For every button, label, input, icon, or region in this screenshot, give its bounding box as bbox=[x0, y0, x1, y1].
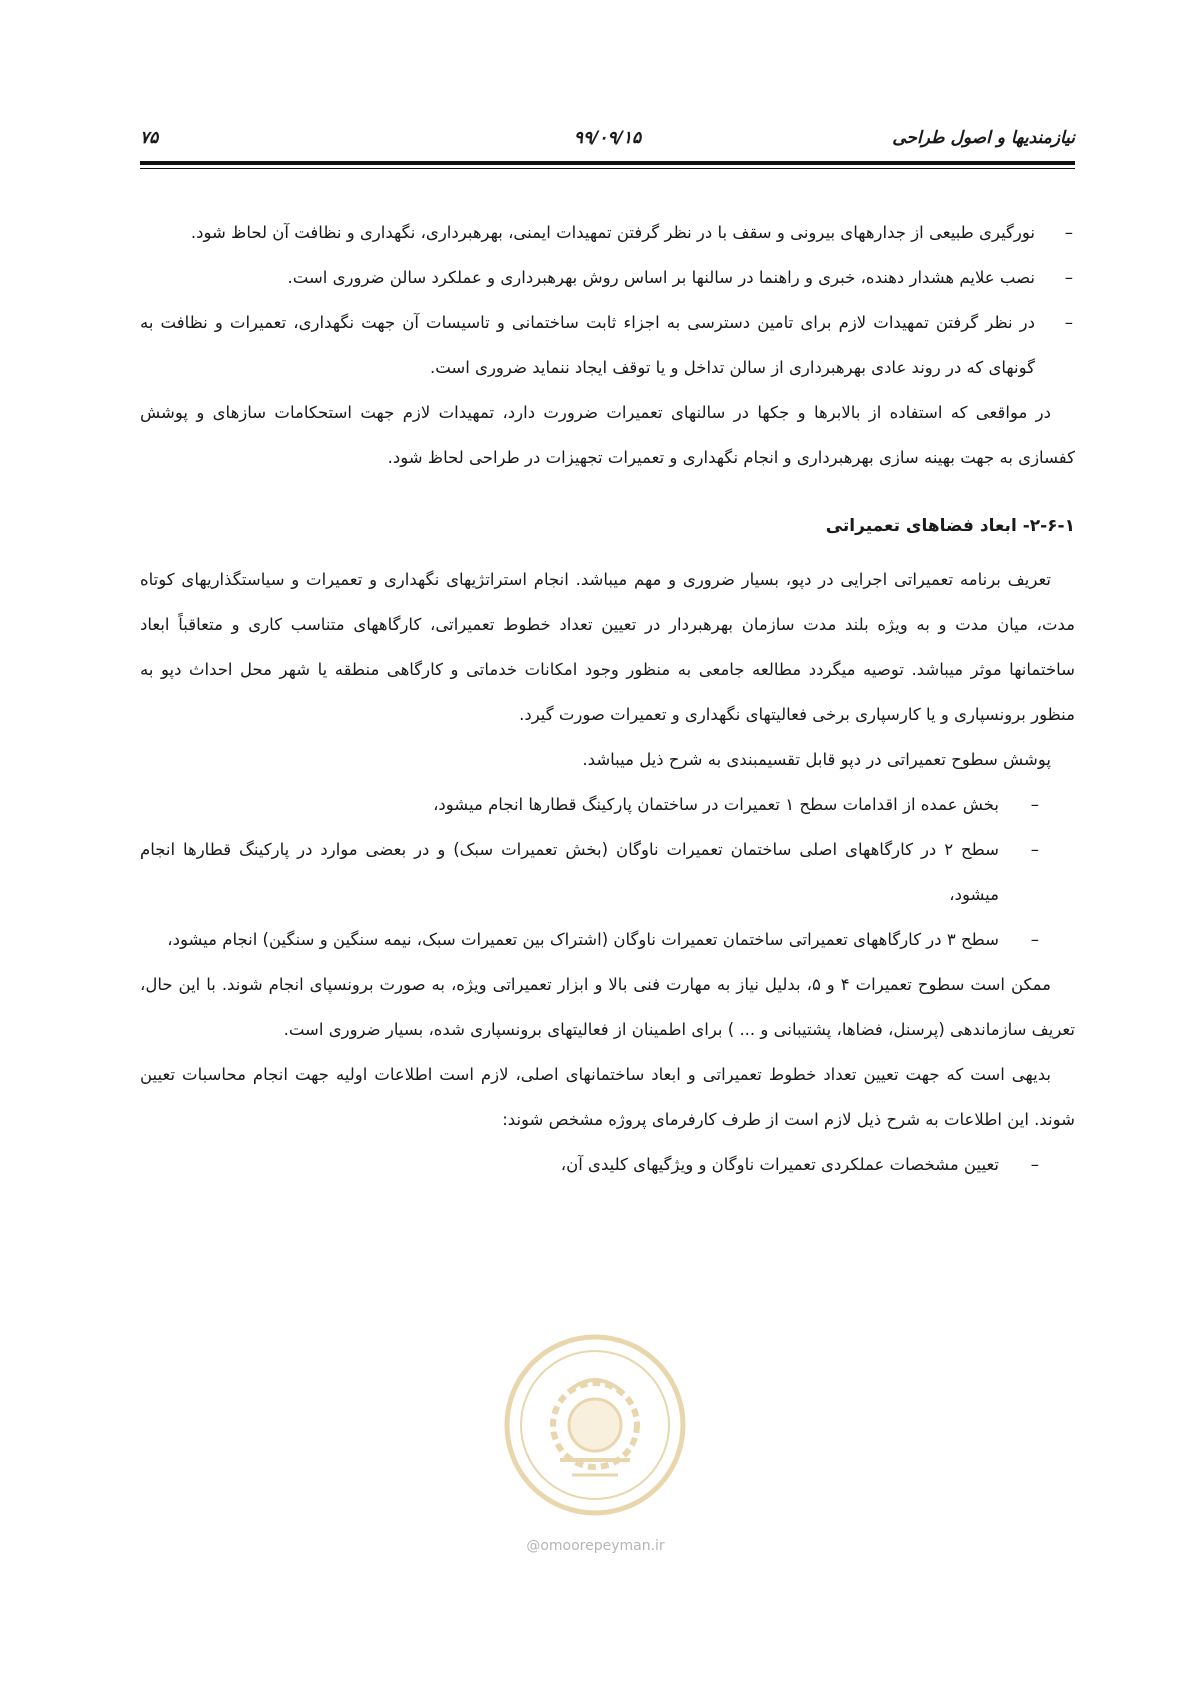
document-body bbox=[140, 210, 1075, 1187]
bullet-dash: – bbox=[1064, 268, 1073, 287]
level-item bbox=[140, 827, 1075, 917]
bullet-item bbox=[140, 300, 1075, 390]
bullet-dash: – bbox=[1030, 840, 1039, 859]
section-heading: ۲-۶-۱- ابعاد فضاهای تعمیراتی bbox=[825, 516, 1075, 536]
bullet-dash: – bbox=[1030, 930, 1039, 949]
bullet-text: در نظر گرفتن تمهیدات لازم برای تامین دسترسی به اجزاء ثابت ساختمانی و تاسیسات آن جهت نگهداری، تعمیرات و نظافت به گونهای که در روند عادی بهرهبرداری از سالن تداخل و یا توقف ایجاد ننماید ضروری است. bbox=[140, 313, 1035, 377]
watermark-url: @omoorepeyman.ir bbox=[526, 1538, 665, 1554]
header-date: ۹۹/۰۹/۱۵ bbox=[573, 128, 642, 148]
bullet-dash: – bbox=[1064, 223, 1073, 242]
levels-intro: پوشش سطوح تعمیراتی در دپو قابل تقسیمبندی به شرح ذیل میباشد. bbox=[582, 750, 1051, 769]
paragraph-lifts: در مواقعی که استفاده از بالابرها و جکها در سالنهای تعمیرات ضرورت دارد، تمهیدات لازم جهت استحکامات سازهای و پوشش کفسازی به جهت بهینه سازی بهرهبرداری و انجام نگهداری و تعمیرات تجهیزات در طراحی لحاظ شود. bbox=[140, 403, 1075, 467]
bullet-dash: – bbox=[1030, 795, 1039, 814]
bullet-text: نصب علایم هشدار دهنده، خبری و راهنما در سالنها بر اساس روش بهرهبرداری و عملکرد سالن ضروری است. bbox=[287, 268, 1035, 287]
page-header bbox=[140, 128, 1075, 158]
level-text: بخش عمده از اقدامات سطح ۱ تعمیرات در ساختمان پارکینگ قطارها انجام میشود، bbox=[433, 795, 999, 814]
bullet-text: نورگیری طبیعی از جدارههای بیرونی و سقف با در نظر گرفتن تمهیدات ایمنی، بهرهبرداری، نگهداری و نظافت آن لحاظ شود. bbox=[190, 223, 1035, 242]
bullet-dash: – bbox=[1064, 313, 1073, 332]
bullet-item bbox=[140, 255, 1075, 300]
header-rule-thick bbox=[140, 161, 1075, 165]
header-rule-thin bbox=[140, 168, 1075, 169]
paragraph-outsourcing: ممکن است سطوح تعمیرات ۴ و ۵، بدلیل نیاز به مهارت فنی بالا و ابزار تعمیراتی ویژه، به صورت برونسپای انجام شوند. با این حال، تعریف سازماندهی (پرسنل، فضاها، پشتیبانی و ... ) برای اطمینان از فعالیتهای برونسپاری شده، بسیار ضروری است. bbox=[140, 975, 1075, 1039]
watermark-seal-icon bbox=[500, 1330, 690, 1520]
info-text: تعیین مشخصات عملکردی تعمیرات ناوگان و ویژگیهای کلیدی آن، bbox=[560, 1155, 999, 1174]
paragraph-program: تعریف برنامه تعمیراتی اجرایی در دپو، بسیار ضروری و مهم میباشد. انجام استراتژیهای نگهداری و تعمیرات و سیاستگذاریهای کوتاه مدت، میان مدت و به ویژه بلند مدت سازمان بهرهبردار در تعیین تعداد خطوط تعمیراتی، کارگاههای متناسب کاری و متعاقباً ابعاد ساختمانها موثر میباشد. توصیه میگردد مطالعه جامعی به منظور وجود امکانات خدماتی و کارگاهی منطقه یا شهر محل احداث دپو به منظور برونسپاری و یا کارسپاری برخی فعالیتهای نگهداری و تعمیرات صورت گیرد. bbox=[140, 570, 1075, 724]
level-text: سطح ۳ در کارگاههای تعمیراتی ساختمان تعمیرات ناوگان (اشتراک بین تعمیرات سبک، نیمه سنگین و سنگین) انجام میشود، bbox=[167, 930, 999, 949]
book-title: نیازمندیها و اصول طراحی bbox=[892, 128, 1075, 148]
page-number: ۷۵ bbox=[140, 128, 159, 148]
info-item bbox=[140, 1142, 1075, 1187]
bullet-item bbox=[140, 210, 1075, 255]
level-item bbox=[140, 782, 1075, 827]
paragraph-info: بدیهی است که جهت تعیین تعداد خطوط تعمیراتی و ابعاد ساختمانهای اصلی، لازم است اطلاعات اولیه جهت انجام محاسبات تعیین شوند. این اطلاعات به شرح ذیل لازم است از طرف کارفرمای پروژه مشخص شوند: bbox=[140, 1065, 1075, 1129]
bullet-dash: – bbox=[1030, 1155, 1039, 1174]
level-item bbox=[140, 917, 1075, 962]
level-text: سطح ۲ در کارگاههای اصلی ساختمان تعمیرات ناوگان (بخش تعمیرات سبک) و در بعضی موارد در پارکینگ قطارها انجام میشود، bbox=[140, 840, 999, 904]
